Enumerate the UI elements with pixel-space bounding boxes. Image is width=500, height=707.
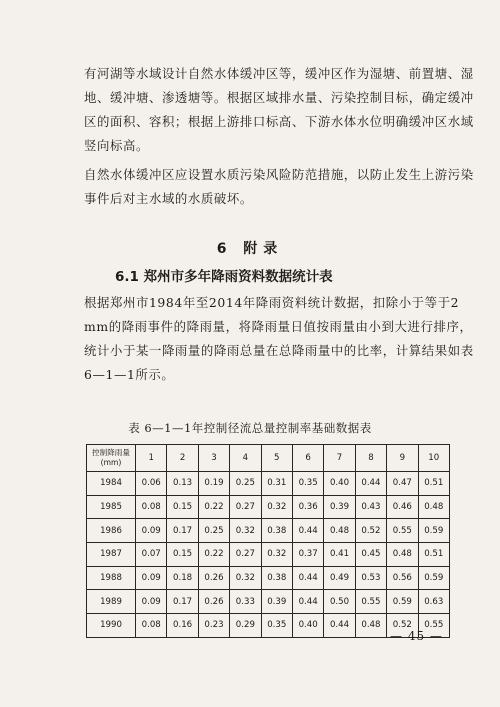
table-header-row: [87, 445, 450, 472]
year-cell: 1985: [87, 495, 136, 519]
value-cell: 0.44: [324, 614, 355, 638]
value-cell: 0.39: [261, 590, 292, 614]
value-cell: 0.22: [198, 543, 229, 567]
subsection-heading-rainfall: 6.1 郑州市多年降雨资料数据统计表: [115, 269, 333, 285]
value-cell: 0.47: [387, 472, 418, 496]
value-cell: 0.17: [167, 590, 198, 614]
year-cell: 1988: [87, 566, 136, 590]
value-cell: 0.59: [418, 519, 449, 543]
value-cell: 0.59: [418, 566, 449, 590]
value-cell: 0.09: [136, 519, 167, 543]
value-cell: 0.13: [167, 472, 198, 496]
value-cell: 0.63: [418, 590, 449, 614]
value-cell: 0.51: [418, 543, 449, 567]
value-cell: 0.22: [198, 495, 229, 519]
value-cell: 0.15: [167, 543, 198, 567]
value-cell: 0.55: [418, 614, 449, 638]
value-cell: 0.55: [355, 590, 386, 614]
value-cell: 0.43: [355, 495, 386, 519]
value-cell: 0.27: [230, 495, 261, 519]
year-cell: 1984: [87, 472, 136, 496]
table-caption: 表 6—1—1年控制径流总量控制率基础数据表: [128, 421, 372, 435]
table-row: [87, 543, 450, 567]
value-cell: 0.23: [198, 614, 229, 638]
value-cell: 0.52: [387, 614, 418, 638]
value-cell: 0.16: [167, 614, 198, 638]
year-cell: 1986: [87, 519, 136, 543]
value-cell: 0.15: [167, 495, 198, 519]
value-cell: 0.06: [136, 472, 167, 496]
column-header: 1: [136, 445, 167, 472]
value-cell: 0.26: [198, 566, 229, 590]
table-row: [87, 495, 450, 519]
value-cell: 0.44: [292, 519, 323, 543]
value-cell: 0.32: [261, 543, 292, 567]
value-cell: 0.09: [136, 590, 167, 614]
value-cell: 0.44: [292, 590, 323, 614]
year-cell: 1989: [87, 590, 136, 614]
value-cell: 0.29: [230, 614, 261, 638]
value-cell: 0.18: [167, 566, 198, 590]
value-cell: 0.48: [324, 519, 355, 543]
value-cell: 0.56: [387, 566, 418, 590]
column-header: 5: [261, 445, 292, 472]
column-header: 2: [167, 445, 198, 472]
section-heading-appendix: 6 附录: [216, 241, 284, 257]
table-row: [87, 472, 450, 496]
value-cell: 0.35: [261, 614, 292, 638]
value-cell: 0.38: [261, 566, 292, 590]
value-cell: 0.52: [355, 519, 386, 543]
table-row: [87, 590, 450, 614]
header-label-cell: [87, 445, 136, 472]
value-cell: 0.48: [418, 495, 449, 519]
value-cell: 0.40: [324, 472, 355, 496]
value-cell: 0.37: [292, 543, 323, 567]
column-header: 10: [418, 445, 449, 472]
page-number: — 45 —: [390, 629, 443, 643]
value-cell: 0.39: [324, 495, 355, 519]
rainfall-control-rate-table: [86, 444, 450, 638]
year-cell: 1987: [87, 543, 136, 567]
value-cell: 0.55: [387, 519, 418, 543]
table-row: [87, 566, 450, 590]
paragraph-rainfall-statistics: 根据郑州市1984年至2014年降雨资料统计数据，扣除小于等于2 mm的降雨事件的降雨量，将降雨量日值按雨量由小到大进行排序，统计小于某一降雨量的降雨总量在总降雨量中的比率，计算结果如表6—1—1所示。: [84, 295, 474, 382]
column-header: 6: [292, 445, 323, 472]
value-cell: 0.46: [387, 495, 418, 519]
value-cell: 0.48: [355, 614, 386, 638]
value-cell: 0.44: [355, 472, 386, 496]
value-cell: 0.50: [324, 590, 355, 614]
table-row: [87, 519, 450, 543]
column-header: 7: [324, 445, 355, 472]
column-header: 3: [198, 445, 229, 472]
value-cell: 0.36: [292, 495, 323, 519]
value-cell: 0.40: [292, 614, 323, 638]
value-cell: 0.31: [261, 472, 292, 496]
value-cell: 0.32: [230, 566, 261, 590]
header-label-text: 控制降雨量: [92, 448, 130, 457]
column-header: 9: [387, 445, 418, 472]
value-cell: 0.25: [198, 519, 229, 543]
value-cell: 0.53: [355, 566, 386, 590]
header-label-unit: (mm): [100, 458, 122, 467]
value-cell: 0.25: [230, 472, 261, 496]
value-cell: 0.08: [136, 495, 167, 519]
year-cell: 1990: [87, 614, 136, 638]
value-cell: 0.35: [292, 472, 323, 496]
value-cell: 0.09: [136, 566, 167, 590]
column-header: 8: [355, 445, 386, 472]
column-header: 4: [230, 445, 261, 472]
value-cell: 0.41: [324, 543, 355, 567]
value-cell: 0.07: [136, 543, 167, 567]
paragraph-buffer-zone-design: 有河湖等水域设计自然水体缓冲区等，缓冲区作为湿塘、前置塘、湿地、缓冲塘、渗透塘等。根据区域排水量、污染控制目标，确定缓冲区的面积、容积；根据上游排口标高、下游水体水位明确缓冲区水域竖向标高。: [84, 66, 474, 153]
value-cell: 0.32: [261, 495, 292, 519]
value-cell: 0.51: [418, 472, 449, 496]
value-cell: 0.59: [387, 590, 418, 614]
paragraph-pollution-prevention: 自然水体缓冲区应设置水质污染风险防范措施，以防止发生上游污染事件后对主水域的水质破坏。: [84, 167, 474, 206]
value-cell: 0.38: [261, 519, 292, 543]
value-cell: 0.26: [198, 590, 229, 614]
value-cell: 0.33: [230, 590, 261, 614]
value-cell: 0.17: [167, 519, 198, 543]
value-cell: 0.44: [292, 566, 323, 590]
value-cell: 0.08: [136, 614, 167, 638]
value-cell: 0.48: [387, 543, 418, 567]
value-cell: 0.32: [230, 519, 261, 543]
value-cell: 0.45: [355, 543, 386, 567]
value-cell: 0.27: [230, 543, 261, 567]
value-cell: 0.49: [324, 566, 355, 590]
table-body: [87, 472, 450, 638]
value-cell: 0.19: [198, 472, 229, 496]
